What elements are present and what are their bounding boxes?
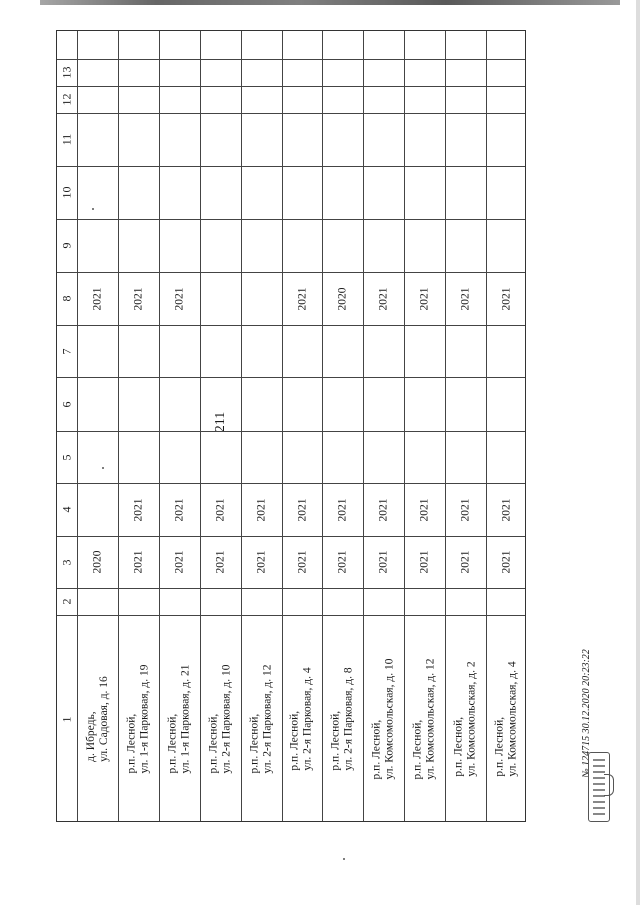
table-cell: [282, 166, 322, 219]
column-header-11: 11: [59, 133, 74, 146]
row-address: [200, 615, 241, 823]
column-header-10: 10: [59, 186, 74, 199]
table-cell: [241, 325, 282, 377]
table-cell: [159, 166, 200, 219]
column-header-12: 12: [59, 93, 74, 106]
table-cell: [118, 588, 159, 615]
table-cell: [282, 113, 322, 166]
address-line: ул. Садовая, д. 16: [97, 676, 110, 762]
table-cell: [200, 588, 241, 615]
column-header-3: 3: [59, 559, 74, 565]
table-cell: [363, 59, 404, 86]
scan-speck: [92, 208, 94, 210]
table-cell: [118, 219, 159, 272]
table-cell: [200, 377, 241, 431]
table-cell: [77, 166, 118, 219]
table-cell: [159, 59, 200, 86]
table-cell: [200, 113, 241, 166]
scan-speck: [102, 467, 104, 469]
table-cell: 2021: [255, 550, 268, 574]
table-cell: 2021: [418, 287, 431, 310]
table-cell: 2021: [459, 287, 472, 310]
column-header-7: 7: [59, 348, 74, 354]
table-cell: 2021: [418, 498, 431, 521]
address-line: р.п. Лесной,: [452, 716, 465, 777]
table-cell: 2021: [132, 550, 145, 574]
table-cell: 2021: [418, 550, 431, 574]
table-cell: [159, 588, 200, 615]
table-cell: [486, 219, 527, 272]
address-line: р.п. Лесной,: [493, 716, 506, 777]
table-cell: [159, 219, 200, 272]
table-cell: [404, 325, 445, 377]
table-cell: [404, 588, 445, 615]
table-cell: 2021: [336, 550, 349, 574]
table-cell: [200, 166, 241, 219]
table-cell: [118, 325, 159, 377]
table-cell: [404, 166, 445, 219]
table-cell: [282, 86, 322, 113]
column-header-13: 13: [59, 66, 74, 79]
address-line: ул. Комсомольская, д. 12: [424, 658, 437, 780]
address-line: р.п. Лесной,: [289, 710, 302, 771]
page-number: 211: [213, 411, 229, 433]
page-edge-shadow: [636, 0, 640, 905]
table-cell: [404, 86, 445, 113]
table-cell: 2021: [377, 498, 390, 521]
seal-cap-icon: [604, 774, 614, 796]
table-cell: [118, 113, 159, 166]
table-cell: 2021: [173, 550, 186, 574]
table-cell: 2021: [132, 287, 145, 310]
table-cell: [363, 166, 404, 219]
table-cell: [486, 166, 527, 219]
table-cell: [445, 166, 486, 219]
table-cell: [77, 113, 118, 166]
table-cell: [404, 377, 445, 431]
table-cell: [77, 377, 118, 431]
table-cell: 2021: [377, 550, 390, 574]
table-cell: [404, 431, 445, 483]
table-cell: [159, 325, 200, 377]
address-line: р.п. Лесной,: [370, 719, 383, 780]
table-cell: [118, 59, 159, 86]
table-cell: [241, 166, 282, 219]
address-line: ул. Комсомольская, д. 2: [465, 661, 478, 777]
table-cell: 2021: [255, 498, 268, 521]
table-cell: [241, 588, 282, 615]
table-cell: [363, 325, 404, 377]
table-cell: [200, 86, 241, 113]
table-cell: [200, 59, 241, 86]
table-cell: [404, 59, 445, 86]
table-cell: [282, 325, 322, 377]
column-header-2: 2: [59, 598, 74, 605]
address-line: ул. 1-я Парковая, д. 21: [179, 664, 192, 774]
table-cell: [241, 86, 282, 113]
table-cell: [322, 588, 363, 615]
table-cell: [282, 219, 322, 272]
table-cell: [322, 219, 363, 272]
table-cell: 2021: [214, 550, 227, 574]
row-address: [445, 615, 486, 823]
table-cell: [77, 588, 118, 615]
table-cell: [363, 113, 404, 166]
table-cell: 2021: [500, 498, 513, 521]
table-cell: [77, 59, 118, 86]
table-cell: 2021: [296, 287, 308, 310]
table-cell: [200, 219, 241, 272]
table-cell: [159, 113, 200, 166]
table-cell: [486, 86, 527, 113]
table-cell: [363, 377, 404, 431]
table-cell: 2021: [173, 287, 186, 310]
address-line: р.п. Лесной,: [411, 719, 424, 780]
table-cell: [445, 431, 486, 483]
table-cell: [118, 431, 159, 483]
row-address: [282, 615, 322, 823]
table-cell: [200, 431, 241, 483]
table-cell: [363, 431, 404, 483]
table-cell: [159, 431, 200, 483]
table-cell: 2021: [91, 287, 104, 310]
table-cell: [445, 86, 486, 113]
table-cell: [404, 113, 445, 166]
column-header-1: 1: [59, 716, 74, 722]
address-line: ул. 2-я Парковая, д. 12: [261, 664, 274, 774]
row-address: [241, 615, 282, 823]
table-cell: [445, 219, 486, 272]
row-address: [322, 615, 363, 823]
table-cell: [77, 483, 118, 536]
address-line: ул. Комсомольская, д. 10: [383, 658, 396, 780]
table-cell: [445, 325, 486, 377]
table-cell: [322, 325, 363, 377]
table-cell: [241, 272, 282, 325]
table-cell: [282, 431, 322, 483]
address-line: ул. 2-я Парковая, д. 4: [302, 667, 315, 771]
address-line: ул. 1-я Парковая, д. 19: [138, 664, 151, 774]
address-line: р.п. Лесной,: [166, 713, 179, 774]
table-cell: [486, 59, 527, 86]
table-cell: [241, 219, 282, 272]
table-cell: 2021: [459, 498, 472, 521]
column-header-6: 6: [59, 401, 74, 407]
table-cell: 2021: [336, 498, 349, 521]
table-cell: 2021: [214, 498, 227, 521]
table-cell: 2021: [377, 287, 390, 310]
table-cell: [445, 59, 486, 86]
table-cell: [322, 166, 363, 219]
table-cell: [159, 86, 200, 113]
table-cell: [241, 113, 282, 166]
table-cell: [241, 431, 282, 483]
table-cell: [322, 59, 363, 86]
table-cell: [282, 59, 322, 86]
table-cell: 2021: [500, 550, 513, 574]
column-header-9: 9: [59, 242, 74, 249]
document-registration-stamp: № 124715 30.12.2020 20:23:22: [580, 648, 592, 778]
table-cell: [363, 588, 404, 615]
table-cell: [404, 219, 445, 272]
table-cell: [445, 113, 486, 166]
table-cell: [159, 377, 200, 431]
table-cell: [241, 59, 282, 86]
address-line: д. Ибредь,: [84, 711, 97, 762]
address-line: ул. Комсомольская, д. 4: [506, 661, 519, 777]
table-cell: [118, 166, 159, 219]
row-address: [404, 615, 445, 823]
row-address: [363, 615, 404, 823]
address-line: р.п. Лесной,: [125, 713, 138, 774]
column-header-5: 5: [59, 454, 74, 460]
table-cell: [77, 325, 118, 377]
table-cell: [486, 325, 527, 377]
scan-edge-artifact: [0, 0, 640, 10]
column-header-8: 8: [59, 295, 74, 302]
table-cell: [118, 377, 159, 431]
address-line: р.п. Лесной,: [248, 713, 261, 774]
table-cell: [200, 272, 241, 325]
table-cell: 2021: [296, 550, 308, 574]
table-cell: 2020: [336, 287, 349, 310]
table-cell: [322, 377, 363, 431]
table-cell: [486, 588, 527, 615]
table-cell: [486, 113, 527, 166]
table-cell: [486, 431, 527, 483]
address-line: ул. 2-я Парковая, д. 10: [220, 664, 233, 774]
table-cell: [118, 86, 159, 113]
address-line: ул. 2-я Парковая, д. 8: [342, 667, 355, 771]
table-cell: [282, 588, 322, 615]
table-cell: [200, 325, 241, 377]
table-cell: 2021: [173, 498, 186, 521]
table-cell: [282, 377, 322, 431]
table-cell: [363, 86, 404, 113]
table-cell: [322, 86, 363, 113]
table-cell: 2021: [500, 287, 513, 310]
table-cell: [241, 377, 282, 431]
table-cell: [445, 377, 486, 431]
row-address: [486, 615, 527, 823]
row-address: [118, 615, 159, 823]
table-cell: 2021: [296, 498, 308, 521]
table-cell: [486, 377, 527, 431]
scan-speck: [343, 858, 345, 860]
table-cell: [445, 588, 486, 615]
table-cell: [77, 86, 118, 113]
address-line: р.п. Лесной,: [329, 710, 342, 771]
data-table: [56, 30, 526, 822]
table-cell: 2021: [459, 550, 472, 574]
table-cell: [322, 113, 363, 166]
address-line: р.п. Лесной,: [207, 713, 220, 774]
table-cell: [77, 431, 118, 483]
table-cell: [77, 219, 118, 272]
column-header-4: 4: [59, 506, 74, 513]
table-cell: 2020: [91, 550, 104, 574]
table-cell: [322, 431, 363, 483]
row-address: [159, 615, 200, 823]
table-cell: 2021: [132, 498, 145, 521]
row-address: [77, 615, 118, 823]
table-cell: [363, 219, 404, 272]
